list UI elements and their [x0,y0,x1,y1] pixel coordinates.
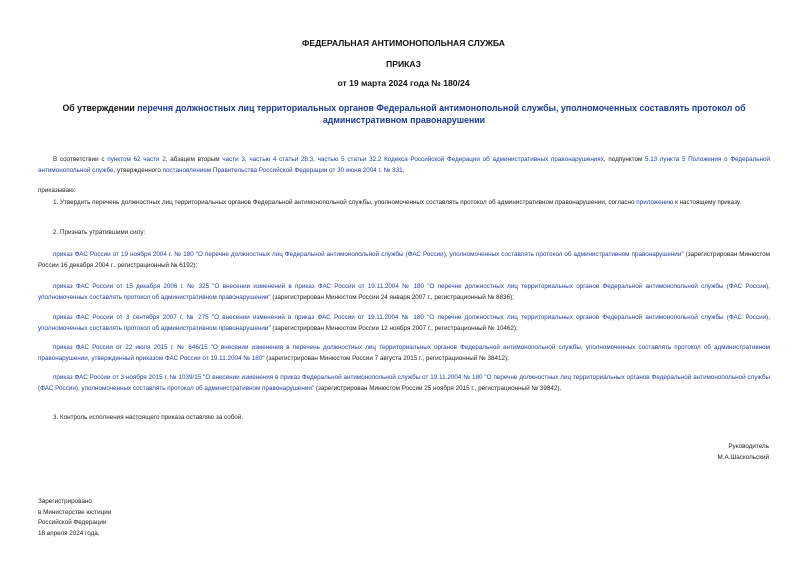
repealed-order-1 [38,250,770,271]
repealed-order-2-tail: (зарегистрирован Минюстом России 24 января 2007 г., регистрационный № 8836); [270,293,514,301]
preamble-text-3: , [244,156,250,163]
preamble-link-2[interactable]: части 3 [222,156,245,163]
repealed-order-1-tail: (зарегистрирован Минюстом России 16 декабря 2004 г., регистрационный № 6192); [38,251,770,269]
signature-role: Руководитель [728,443,769,450]
repealed-order-4 [38,343,770,364]
registration-block [38,497,111,539]
preamble-text-7: , [402,166,405,174]
registration-line-2: в Министерстве юстиции [38,508,112,516]
preamble-text-1: В соответствии с [53,156,108,163]
document-title [52,102,756,126]
preamble-text-5: , подпунктом [603,156,646,163]
item-1-paragraph [38,198,770,209]
repealed-order-4-tail: (зарегистрирован Минюстом России 7 августа 2015 г., регистрационный № 38412); [264,354,509,362]
preamble-link-4[interactable]: частью 5 статьи 32.2 Кодекса Российской Федерации об административных правонарушениях [317,156,604,163]
appendix-link[interactable]: приложению [636,199,674,206]
item-1-text: 1. Утвердить перечень должностных лиц территориальных органов Федеральной антимонопольной службы, уполномоченных составлять протокол об административном правонарушении, согласно [53,199,637,206]
preamble-link-3[interactable]: частью 4 статьи 28.3 [249,156,314,163]
date-number-heading: от 19 марта 2024 года № 180/24 [337,78,470,88]
repealed-order-3 [38,313,770,334]
title-prefix: Об утверждении [62,103,138,113]
signature-name: М.А.Шаскольский [717,454,769,461]
doc-type-heading: ПРИКАЗ [386,59,421,69]
registration-line-1: Зарегистрировано [38,498,92,505]
agency-heading: ФЕДЕРАЛЬНАЯ АНТИМОНОПОЛЬНАЯ СЛУЖБА [302,38,505,48]
repealed-order-3-link[interactable]: приказ ФАС России от 3 сентября 2007 г. № 275 "О внесении изменений в приказ ФАС России от 19.11.2004 № 180 "О перечне должностных лиц территориальных органов Федеральной антимонопольной службы (ФАС России), уполномоченных составлять протокол об административном правонарушении" [38,314,770,332]
preamble-text-2: , абзацем вторым [165,156,223,163]
preamble-link-6[interactable]: постановлением Правительства Российской Федерации от 30 июня 2004 г. № 331 [162,166,403,174]
title-link[interactable]: перечня должностных лиц территориальных органов Федеральной антимонопольной службы, уполномоченных составлять протокол об административном правонарушении [137,103,746,125]
registration-line-3: Российской Федерации [38,519,107,526]
item-3-paragraph: 3. Контроль исполнения настоящего приказа оставляю за собой. [53,414,244,421]
repealed-order-3-tail: (зарегистрирован Минюстом России 12 ноября 2007 г., регистрационный № 10462); [270,324,518,332]
repealed-order-4-link[interactable]: приказ ФАС России от 22 июля 2015 г. № 646/15 "О внесении изменения в перечень должностных лиц территориальных органов Федеральной антимонопольной службы, уполномоченных составлять протокол об административном правонарушении, утвержденный приказом ФАС России от 19.11.2004 № 180" [38,344,770,362]
item-1-tail: к настоящему приказу. [673,199,742,206]
repealed-order-5-tail: (зарегистрирован Минюстом России 25 ноября 2015 г., регистрационный № 39842). [314,384,562,392]
repealed-order-1-link[interactable]: приказ ФАС России от 19 ноября 2004 г. № 180 "О перечне должностных лиц Федеральной антимонопольной службы (ФАС России), уполномоченных составлять протокол об административном правонарушении" [53,251,684,258]
preamble-link-1[interactable]: пунктом 62 части 2 [107,156,166,163]
repealed-order-5-link[interactable]: приказ ФАС России от 3 ноября 2015 г. № 1039/15 "О внесении изменения в приказ Федеральной антимонопольной службы от 19.11.2004 № 180 "О перечне должностных лиц территориальных органов Федеральной антимонопольной службы (ФАС России), уполномоченных составлять протокол об административном правонарушении" [38,374,770,392]
orders-word: приказываю: [38,187,76,194]
preamble-text-4: , [313,156,318,163]
repealed-order-5 [38,373,770,394]
repealed-order-2-link[interactable]: приказ ФАС России от 15 декабря 2006 г. № 325 "О внесении изменений в приказ ФАС России от 19.11.2004 № 180 "О перечне должностных лиц территориальных органов Федеральной антимонопольной службы (ФАС России), уполномоченных составлять протокол об административном правонарушении" [38,283,770,301]
preamble-text-6: , утвержденного [113,166,163,174]
item-2-paragraph: 2. Признать утратившими силу: [53,229,146,236]
registration-line-4: 18 апреля 2024 года, [38,529,100,537]
preamble-link-5[interactable]: 5.13 пункта 5 Положения о Федеральной антимонопольной службе [38,156,771,174]
repealed-order-2 [38,282,770,303]
preamble-paragraph [38,155,770,176]
